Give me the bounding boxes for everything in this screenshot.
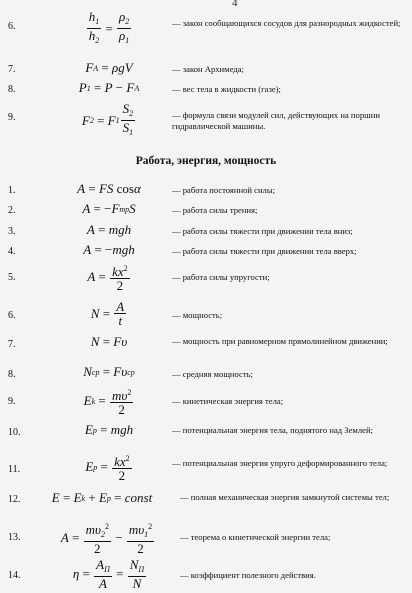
formula-description: — закон сообщающихся сосудов для разнородных жидкостей; xyxy=(172,18,401,28)
formula-description: — коэффициент полезного действия. xyxy=(180,570,316,580)
formula-description: — потенциальная энергия тела, поднятого над Землей; xyxy=(172,425,373,435)
formula-row xyxy=(0,201,412,221)
formula: N ср = Fυ ср xyxy=(83,364,135,379)
formula: A = − mgh xyxy=(83,242,135,257)
formula: E p = mgh xyxy=(84,422,134,437)
item-number: 12. xyxy=(8,494,21,505)
formula-row xyxy=(0,386,412,420)
section-title: Работа, энергия, мощность xyxy=(135,155,277,167)
item-number: 2. xyxy=(8,205,16,216)
formula: P 1 = P − F A xyxy=(78,80,140,95)
formula-description: — работа постоянной силы; xyxy=(172,185,275,195)
item-number: 7. xyxy=(8,64,16,75)
formula-row xyxy=(0,222,412,242)
formula-row xyxy=(0,334,412,360)
item-number: 6. xyxy=(8,310,16,321)
item-number: 5. xyxy=(8,272,16,283)
formula-description: — закон Архимеда; xyxy=(172,64,244,74)
formula-description: — полная механическая энергия замкнутой системы тел; xyxy=(180,492,390,502)
formula-description: — мощность; xyxy=(172,310,223,320)
item-number: 8. xyxy=(8,369,16,380)
formula-description: — потенциальная энергия упруго деформированного тела; xyxy=(172,458,388,468)
formula-description: — работа силы тяжести при движении тела вниз; xyxy=(172,226,353,236)
formula-row xyxy=(0,452,412,488)
formula: E p = $\frac{kx^2}{2}$ xyxy=(85,454,130,483)
formula-description: — вес тела в жидкости (газе); xyxy=(172,84,281,94)
formula: A = FS cos α xyxy=(77,181,141,196)
formula-row xyxy=(0,262,412,298)
formula-row xyxy=(0,490,412,516)
item-number: 9. xyxy=(8,396,16,407)
item-number: 1. xyxy=(8,185,16,196)
formula: N = $\frac{A}{t}$ xyxy=(90,299,125,328)
item-number: 7. xyxy=(8,339,16,350)
formula: A = $\frac{kx^2}{2}$ xyxy=(87,264,128,293)
formula-description: — работа силы трения; xyxy=(172,205,258,215)
formula-row xyxy=(0,242,412,262)
formula-description: — работа силы тяжести при движении тела вверх; xyxy=(172,246,357,256)
formula: A = $\frac{m\upsilon_2^2}{2}$ − $\frac{m\upsilon_1^2}{2}$ xyxy=(60,522,153,556)
formula: $\frac{h_1}{h_2}$ = $\frac{\rho_2}{\rho_1}$ xyxy=(88,9,130,45)
formula: A = mgh xyxy=(86,222,132,237)
formula-row xyxy=(0,300,412,334)
formula-description: — кинетическая энергия тела; xyxy=(172,396,284,406)
formula-row xyxy=(0,364,412,386)
formula-description: — работа силы упругости; xyxy=(172,272,270,282)
formula-row xyxy=(0,80,412,100)
formula-description: — мощность при равномерном прямолинейном движении; xyxy=(172,336,388,346)
item-number: 6. xyxy=(8,21,16,32)
formula: E k = $\frac{m\upsilon^2}{2}$ xyxy=(83,388,132,417)
formula-description: — теорема о кинетической энергии тела; xyxy=(180,532,331,542)
item-number: 9. xyxy=(8,112,16,123)
formula: F A = ρgV xyxy=(85,60,133,75)
formula-row xyxy=(0,558,412,592)
formula-row xyxy=(0,60,412,80)
item-number: 14. xyxy=(8,570,21,581)
formula-row xyxy=(0,422,412,448)
formula-row xyxy=(0,520,412,556)
formula-description: — формула связи модулей сил, действующих на поршни гидравлической машины. xyxy=(172,110,380,131)
item-number: 11. xyxy=(8,464,21,475)
formula: A = − F тр S xyxy=(82,201,136,216)
formula: N = Fυ xyxy=(90,334,128,349)
formula-description: — средняя мощность; xyxy=(172,369,253,379)
page-number: 4 xyxy=(232,0,238,9)
formula-row xyxy=(0,8,412,48)
item-number: 8. xyxy=(8,84,16,95)
formula: η = $\frac{A_П}{A}$ = $\frac{N_П}{N}$ xyxy=(72,557,145,591)
formula-row xyxy=(0,102,412,138)
formula-row xyxy=(0,181,412,201)
item-number: 4. xyxy=(8,246,16,257)
item-number: 3. xyxy=(8,226,16,237)
item-number: 13. xyxy=(8,532,21,543)
formula: E = E k + E p = const xyxy=(51,490,153,505)
item-number: 10. xyxy=(8,427,21,438)
formula: F 2 = F 1 $\frac{S_2}{S_1}$ xyxy=(81,101,134,137)
